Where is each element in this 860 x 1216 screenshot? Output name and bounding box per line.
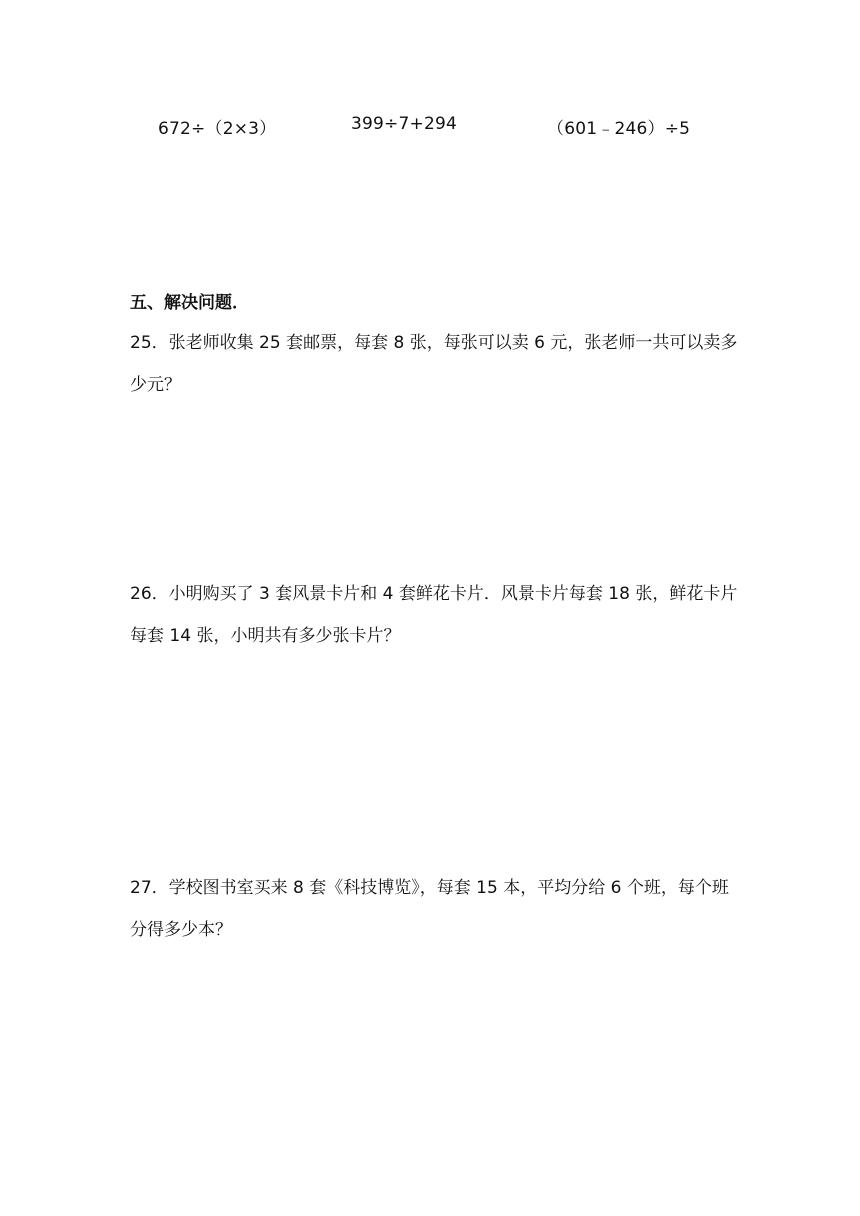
calculation-expression: （601﹣246）÷5 xyxy=(547,119,691,139)
calculation-expression: 399÷7+294 xyxy=(351,114,457,134)
word-problem xyxy=(130,322,750,406)
problem-text-line: 少元？ xyxy=(130,375,181,395)
word-problem xyxy=(130,867,750,951)
calculation-expression: 672÷（2×3） xyxy=(158,119,277,139)
problem-text-line: 27．学校图书室买来 8 套《科技博览》，每套 15 本，平均分给 6 个班，每个班 xyxy=(130,878,729,898)
problem-text-line: 分得多少本？ xyxy=(130,920,232,940)
problem-text-line: 25．张老师收集 25 套邮票，每套 8 张，每张可以卖 6 元，张老师一共可以卖多 xyxy=(130,333,738,353)
word-problem xyxy=(130,573,750,657)
section-heading: 五、解决问题． xyxy=(130,293,249,313)
problem-text-line: 26．小明购买了 3 套风景卡片和 4 套鲜花卡片．风景卡片每套 18 张，鲜花卡片 xyxy=(130,584,738,604)
problem-text-line: 每套 14 张，小明共有多少张卡片？ xyxy=(130,626,401,646)
